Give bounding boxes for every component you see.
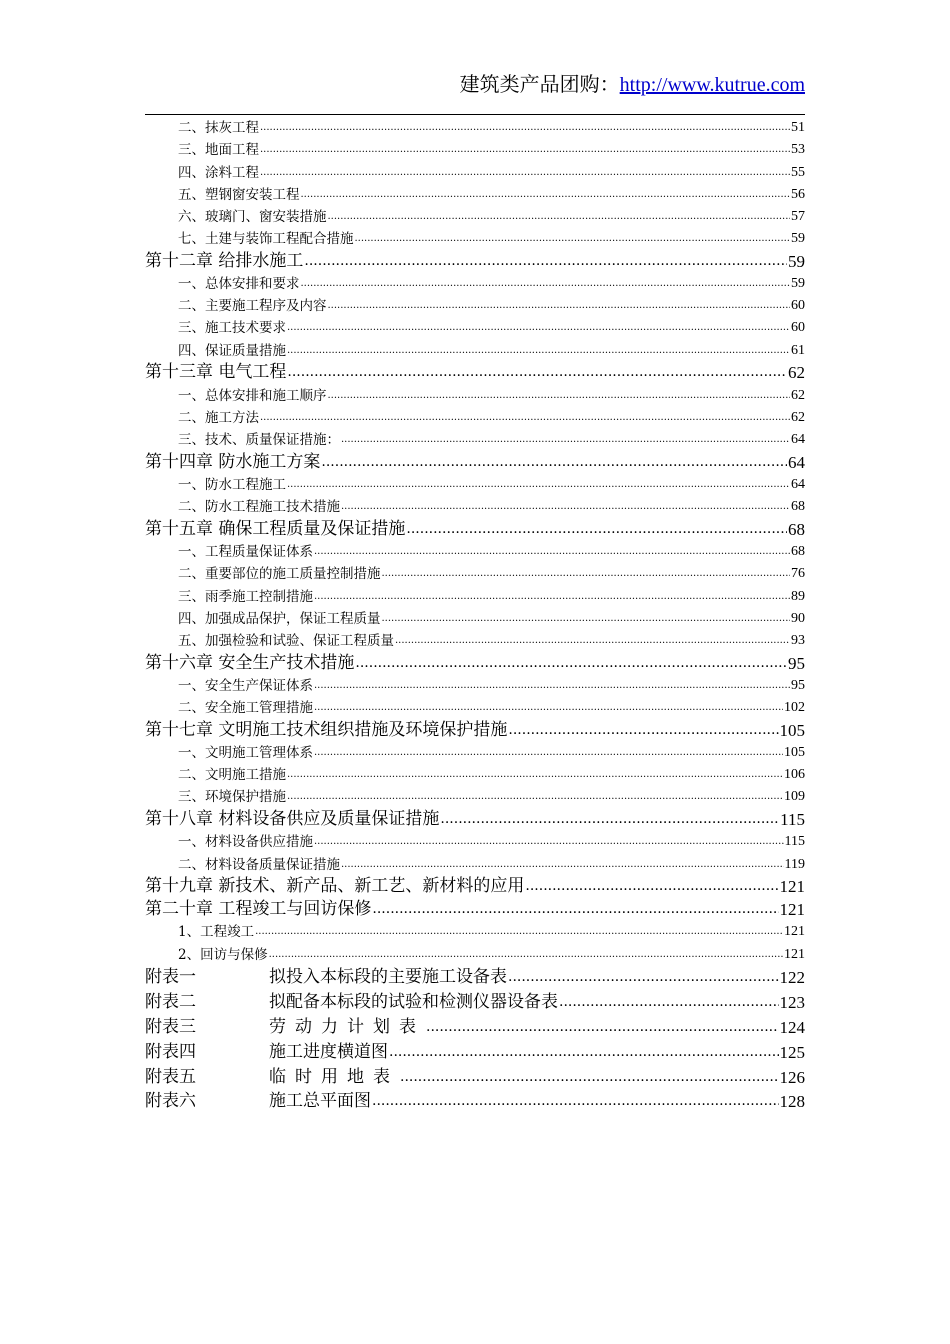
toc-chapter[interactable] <box>145 362 805 385</box>
toc-chapter[interactable] <box>145 808 805 831</box>
toc-entry-title: 二、防水工程施工技术措施 <box>178 499 340 516</box>
toc-entry-page: 68 <box>791 499 805 515</box>
toc-entry-page: 93 <box>791 632 805 648</box>
toc-entry-title: 三、雨季施工控制措施 <box>178 588 313 605</box>
toc-leader <box>314 742 783 764</box>
toc-leader <box>314 831 784 853</box>
appendix-number: 附表三 <box>145 1017 196 1037</box>
toc-leader <box>341 496 790 518</box>
toc-entry[interactable] <box>145 630 805 652</box>
toc-chapter-title: 第二十章 工程竣工与回访保修 <box>145 899 372 920</box>
toc-entry-page: 106 <box>784 767 805 783</box>
toc-leader <box>426 1015 779 1040</box>
appendix-number: 附表四 <box>145 1041 196 1062</box>
toc-leader <box>328 295 791 317</box>
toc-chapter-title: 第十二章 给排水施工 <box>145 250 304 271</box>
toc-leader <box>287 474 790 496</box>
toc-entry[interactable] <box>145 541 805 563</box>
toc-chapter-title: 第十五章 确保工程质量及保证措施 <box>145 519 406 539</box>
toc-entry[interactable] <box>145 675 805 697</box>
appendix-title: 施工总平面图 <box>269 1091 371 1112</box>
toc-entry-title: 2、回访与保修 <box>178 946 268 963</box>
toc-leader <box>321 451 787 474</box>
toc-entry[interactable] <box>145 228 805 250</box>
toc-entry-title: 一、文明施工管理体系 <box>178 745 313 762</box>
toc-entry-page: 59 <box>791 276 805 292</box>
appendix-entry[interactable] <box>145 1090 805 1115</box>
toc-leader <box>287 764 783 786</box>
toc-entry-page: 62 <box>791 409 805 425</box>
toc-entry[interactable] <box>145 585 805 607</box>
toc-entry[interactable] <box>145 339 805 361</box>
toc-leader <box>525 875 778 898</box>
appendix-title: 劳动力计划表 <box>269 1017 425 1037</box>
page-header <box>460 68 805 97</box>
toc-entry[interactable] <box>145 273 805 295</box>
toc-entry[interactable] <box>145 407 805 429</box>
toc-leader <box>328 385 791 407</box>
appendix-entry[interactable] <box>145 990 805 1015</box>
toc-entry[interactable] <box>145 831 805 853</box>
toc-leader <box>255 921 783 943</box>
toc-entry-page: 60 <box>791 298 805 314</box>
toc-leader <box>355 228 791 250</box>
toc-leader <box>269 944 783 966</box>
toc-leader <box>287 361 787 384</box>
toc-entry-page: 59 <box>791 231 805 247</box>
toc-chapter[interactable] <box>145 518 805 541</box>
toc-entry[interactable] <box>145 139 805 161</box>
toc-leader <box>301 273 791 295</box>
appendix-page: 128 <box>779 1092 805 1112</box>
toc-chapter[interactable] <box>145 876 805 899</box>
toc-entry-title: 二、抹灰工程 <box>178 120 259 137</box>
appendix-title: 拟配备本标段的试验和检测仪器设备表 <box>269 992 558 1013</box>
toc-leader <box>304 250 787 273</box>
appendix-entry[interactable] <box>145 966 805 991</box>
toc-entry-title: 五、加强检验和试验、保证工程质量 <box>178 632 394 649</box>
toc-leader <box>372 898 778 921</box>
toc-leader <box>287 340 790 362</box>
appendix-title: 拟投入本标段的主要施工设备表 <box>269 967 507 988</box>
toc-leader <box>301 184 791 206</box>
toc-leader <box>260 162 790 184</box>
toc-leader <box>314 675 790 697</box>
header-rule <box>145 114 805 115</box>
toc-entry[interactable] <box>145 474 805 496</box>
toc-chapter-title: 第十八章 材料设备供应及质量保证措施 <box>145 809 440 830</box>
toc-leader <box>400 1065 779 1090</box>
toc-chapter-page: 68 <box>788 520 805 539</box>
toc-chapter[interactable] <box>145 898 805 921</box>
toc-entry-page: 105 <box>784 745 805 761</box>
toc-leader <box>328 206 791 228</box>
toc-leader <box>382 608 791 630</box>
table-of-contents <box>145 117 805 1114</box>
toc-entry-page: 60 <box>791 320 805 336</box>
toc-entry[interactable] <box>145 563 805 585</box>
toc-entry-title: 二、文明施工措施 <box>178 767 286 784</box>
toc-entry[interactable] <box>145 206 805 228</box>
toc-chapter[interactable] <box>145 652 805 675</box>
toc-leader <box>406 518 787 541</box>
toc-entry-page: 90 <box>791 610 805 626</box>
toc-entry-title: 四、保证质量措施 <box>178 342 286 359</box>
toc-entry-page: 51 <box>791 120 805 136</box>
toc-entry-page: 64 <box>791 432 805 448</box>
toc-entry-page: 56 <box>791 186 805 202</box>
toc-entry-title: 三、技术、质量保证措施： <box>178 432 340 449</box>
toc-leader <box>372 1089 779 1114</box>
toc-entry-title: 七、土建与装饰工程配合措施 <box>178 231 354 248</box>
toc-entry[interactable] <box>145 317 805 339</box>
toc-entry-page: 121 <box>784 946 805 962</box>
toc-entry-page: 57 <box>791 208 805 224</box>
toc-entry-title: 一、安全生产保证体系 <box>178 677 313 694</box>
toc-entry-title: 二、材料设备质量保证措施 <box>178 856 340 873</box>
toc-leader <box>440 808 779 831</box>
toc-entry-page: 53 <box>791 142 805 158</box>
appendix-number: 附表五 <box>145 1066 196 1087</box>
toc-leader <box>314 697 783 719</box>
toc-chapter-page: 95 <box>788 653 805 673</box>
toc-entry[interactable] <box>145 161 805 183</box>
toc-leader <box>287 317 790 339</box>
toc-entry-page: 102 <box>784 700 805 716</box>
header-prefix: 建筑类产品团购： <box>459 72 620 96</box>
toc-leader <box>260 117 790 139</box>
toc-entry-page: 95 <box>791 677 805 693</box>
toc-entry-page: 62 <box>791 387 805 403</box>
toc-chapter-title: 第十九章 新技术、新产品、新工艺、新材料的应用 <box>145 876 525 897</box>
toc-entry[interactable] <box>145 429 805 451</box>
toc-entry-page: 121 <box>784 924 805 940</box>
toc-entry-title: 一、防水工程施工 <box>178 477 286 494</box>
toc-entry-page: 55 <box>791 164 805 180</box>
toc-entry-title: 三、施工技术要求 <box>178 320 286 337</box>
toc-leader <box>341 429 790 451</box>
appendix-entry[interactable] <box>145 1065 805 1090</box>
toc-entry-title: 三、地面工程 <box>178 142 259 159</box>
toc-chapter-page: 59 <box>788 251 805 271</box>
appendix-page: 122 <box>779 968 805 988</box>
header-link[interactable]: http://www.kutrue.com <box>619 74 805 96</box>
toc-leader <box>341 854 784 876</box>
toc-entry-title: 四、加强成品保护，保证工程质量 <box>178 610 381 627</box>
toc-entry-title: 一、材料设备供应措施 <box>178 834 313 851</box>
toc-entry-title: 六、玻璃门、窗安装措施 <box>178 208 327 225</box>
appendix-title: 临时用地表 <box>269 1066 399 1087</box>
toc-leader <box>395 630 790 652</box>
toc-entry-title: 三、环境保护措施 <box>178 789 286 806</box>
toc-chapter[interactable] <box>145 719 805 742</box>
toc-entry-title: 1、工程竣工 <box>178 924 255 941</box>
appendix-entry[interactable] <box>145 1015 805 1040</box>
toc-chapter-page: 115 <box>780 810 805 830</box>
toc-chapter-title: 第十七章 文明施工技术组织措施及环境保护措施 <box>145 719 508 740</box>
appendix-page: 126 <box>779 1067 805 1087</box>
toc-entry-page: 61 <box>791 342 805 358</box>
toc-entry-page: 119 <box>784 856 805 872</box>
toc-entry[interactable] <box>145 496 805 518</box>
toc-chapter-page: 64 <box>788 452 805 472</box>
toc-entry-title: 二、主要施工程序及内容 <box>178 298 327 315</box>
toc-leader <box>260 139 790 161</box>
toc-entry[interactable] <box>145 608 805 630</box>
toc-entry[interactable] <box>145 764 805 786</box>
toc-entry-title: 四、涂料工程 <box>178 164 259 181</box>
toc-entry-page: 89 <box>791 588 805 604</box>
toc-entry[interactable] <box>145 786 805 808</box>
toc-entry[interactable] <box>145 697 805 719</box>
toc-entry-page: 64 <box>791 477 805 493</box>
toc-entry-title: 二、施工方法 <box>178 409 259 426</box>
toc-entry[interactable] <box>145 184 805 206</box>
toc-chapter-page: 121 <box>779 900 805 920</box>
toc-leader <box>559 990 779 1015</box>
appendix-number: 附表六 <box>145 1091 196 1112</box>
toc-leader <box>314 586 790 608</box>
toc-chapter-title: 第十三章 电气工程 <box>145 362 287 383</box>
toc-chapter[interactable] <box>145 250 805 273</box>
toc-leader <box>389 1040 779 1065</box>
toc-entry-title: 一、总体安排和要求 <box>178 276 300 293</box>
appendix-page: 124 <box>779 1018 805 1037</box>
toc-entry[interactable] <box>145 295 805 317</box>
toc-entry-page: 76 <box>791 566 805 582</box>
toc-chapter-title: 第十四章 防水施工方案 <box>145 451 321 472</box>
toc-entry-title: 二、安全施工管理措施 <box>178 700 313 717</box>
appendix-number: 附表一 <box>145 967 196 988</box>
toc-entry[interactable] <box>145 742 805 764</box>
toc-entry-page: 68 <box>791 544 805 560</box>
toc-entry-title: 二、重要部位的施工质量控制措施 <box>178 566 381 583</box>
appendix-page: 123 <box>779 993 805 1013</box>
appendix-title: 施工进度横道图 <box>269 1041 388 1062</box>
toc-entry-page: 115 <box>784 834 805 850</box>
toc-leader <box>260 407 790 429</box>
toc-chapter-page: 62 <box>788 363 805 383</box>
toc-entry[interactable] <box>145 853 805 875</box>
toc-chapter-page: 121 <box>779 877 805 897</box>
toc-chapter[interactable] <box>145 451 805 474</box>
toc-entry-title: 一、工程质量保证体系 <box>178 544 313 561</box>
toc-chapter-title: 第十六章 安全生产技术措施 <box>145 652 355 673</box>
toc-entry-page: 109 <box>784 789 805 805</box>
toc-chapter-page: 105 <box>779 720 805 740</box>
appendix-page: 125 <box>779 1042 805 1062</box>
toc-leader <box>508 965 779 990</box>
toc-leader <box>314 541 790 563</box>
toc-entry[interactable] <box>145 943 805 965</box>
toc-entry[interactable] <box>145 384 805 406</box>
toc-entry[interactable] <box>145 117 805 139</box>
toc-leader <box>508 719 778 742</box>
appendix-entry[interactable] <box>145 1040 805 1065</box>
toc-leader <box>355 652 787 675</box>
toc-leader <box>382 563 791 585</box>
toc-leader <box>287 786 783 808</box>
toc-entry[interactable] <box>145 921 805 943</box>
toc-entry-title: 一、总体安排和施工顺序 <box>178 387 327 404</box>
appendix-number: 附表二 <box>145 992 196 1013</box>
toc-entry-title: 五、塑钢窗安装工程 <box>178 186 300 203</box>
